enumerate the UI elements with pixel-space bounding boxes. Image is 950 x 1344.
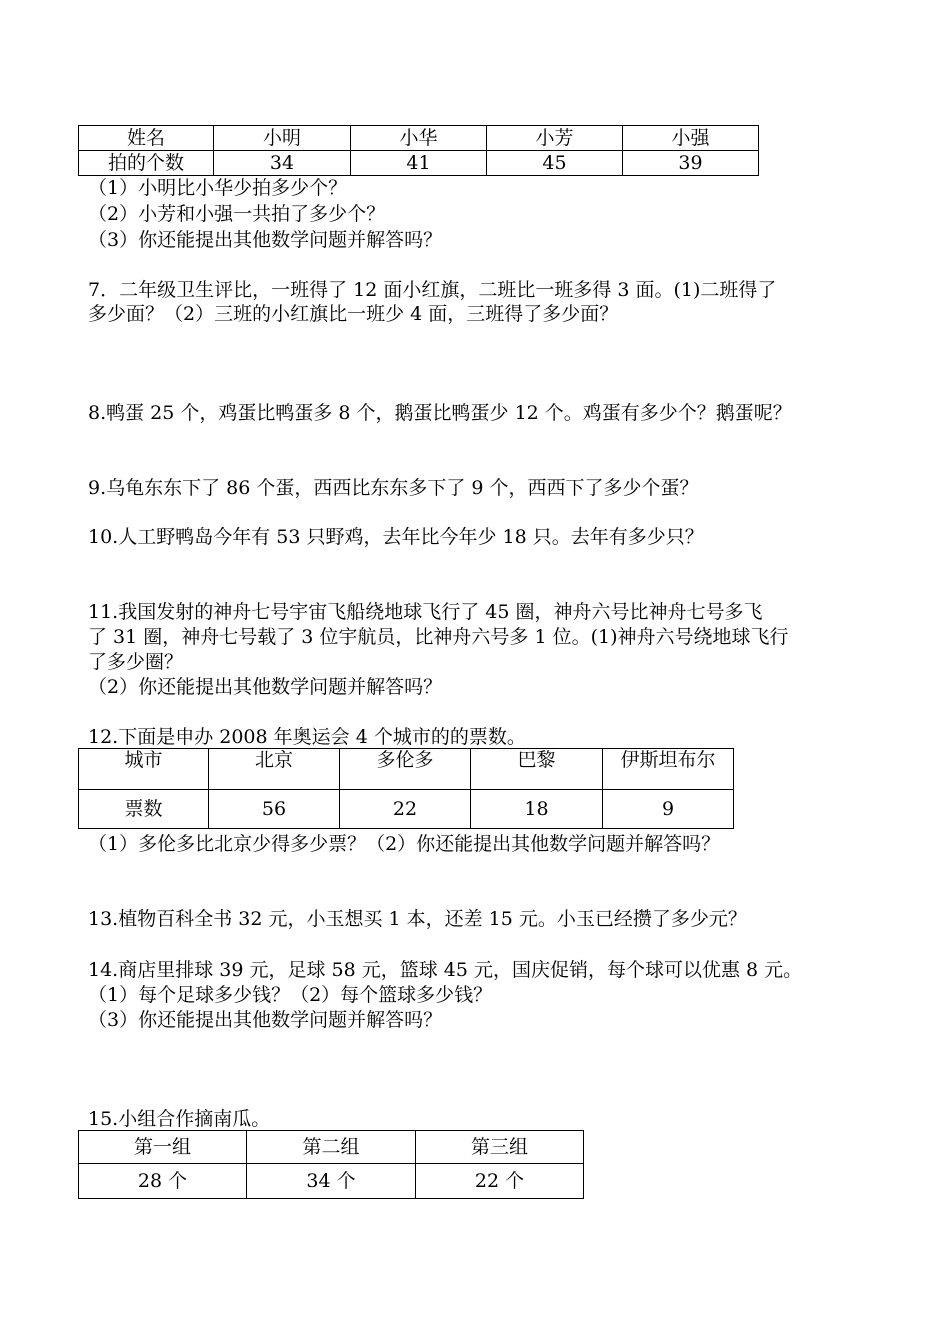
table-cell: 小芳	[487, 126, 623, 151]
table-cell: 票数	[79, 790, 209, 829]
question-9: 9.乌龟东东下了 86 个蛋，西西比东东多下了 9 个，西西下了多少个蛋？	[88, 477, 699, 499]
table-cell: 45	[487, 151, 623, 176]
table-cell: 伊斯坦布尔	[603, 749, 734, 790]
question-7-line-1: 7．二年级卫生评比，一班得了 12 面小红旗，二班比一班多得 3 面。(1)二班得了	[88, 279, 777, 301]
question-6-part-2: （2）小芳和小强一共拍了多少个？	[88, 203, 386, 225]
table-cell: 拍的个数	[79, 151, 214, 176]
city-votes-table	[78, 748, 734, 829]
table-cell: 第二组	[247, 1131, 416, 1164]
question-11-line-2: 了 31 圈，神舟七号载了 3 位宇航员，比神舟六号多 1 位。(1)神舟六号绕地球飞行	[88, 626, 789, 648]
question-14-line-1: 14.商店里排球 39 元，足球 58 元，篮球 45 元，国庆促销，每个球可以优惠 8 元。	[88, 959, 803, 981]
table-row	[79, 749, 734, 790]
table-row	[79, 790, 734, 829]
table-row	[79, 151, 759, 176]
table-cell: 城市	[79, 749, 209, 790]
question-11-line-4: （2）你还能提出其他数学问题并解答吗？	[88, 676, 443, 698]
table-cell: 34	[214, 151, 351, 176]
table-cell: 28 个	[79, 1164, 247, 1199]
table-cell: 56	[209, 790, 340, 829]
table-cell: 第一组	[79, 1131, 247, 1164]
pumpkin-table	[78, 1130, 584, 1199]
question-10: 10.人工野鸭岛今年有 53 只野鸡，去年比今年少 18 只。去年有多少只？	[88, 526, 704, 548]
question-13: 13.植物百科全书 32 元，小玉想买 1 本，还差 15 元。小玉已经攒了多少元？	[88, 908, 747, 930]
table-cell: 39	[623, 151, 759, 176]
table-row	[79, 1164, 584, 1199]
question-11-line-3: 了多少圈？	[88, 651, 184, 673]
question-6-part-3: （3）你还能提出其他数学问题并解答吗？	[88, 229, 443, 251]
table-cell: 41	[351, 151, 487, 176]
question-11-line-1: 11.我国发射的神舟七号宇宙飞船绕地球飞行了 45 圈，神舟六号比神舟七号多飞	[88, 601, 763, 623]
table-cell: 巴黎	[471, 749, 603, 790]
table-cell: 34 个	[247, 1164, 416, 1199]
score-table	[78, 125, 759, 176]
table-cell: 第三组	[416, 1131, 584, 1164]
question-14-line-3: （3）你还能提出其他数学问题并解答吗？	[88, 1009, 443, 1031]
table-row	[79, 1131, 584, 1164]
question-14-line-2: （1）每个足球多少钱？（2）每个篮球多少钱？	[88, 984, 493, 1006]
table-cell: 小强	[623, 126, 759, 151]
table-row	[79, 126, 759, 151]
table-cell: 22 个	[416, 1164, 584, 1199]
question-12-intro: 12.下面是申办 2008 年奥运会 4 个城市的的票数。	[88, 726, 526, 748]
question-6-part-1: （1）小明比小华少拍多少个？	[88, 177, 348, 199]
table-cell: 22	[340, 790, 471, 829]
question-15-intro: 15.小组合作摘南瓜。	[88, 1108, 271, 1130]
table-cell: 18	[471, 790, 603, 829]
question-7-line-2: 多少面？（2）三班的小红旗比一班少 4 面，三班得了多少面？	[88, 303, 619, 325]
question-8: 8.鸭蛋 25 个，鸡蛋比鸭蛋多 8 个，鹅蛋比鸭蛋少 12 个。鸡蛋有多少个？鹅蛋呢？	[88, 402, 792, 424]
question-12-question: （1）多伦多比北京少得多少票？（2）你还能提出其他数学问题并解答吗？	[88, 833, 721, 855]
table-cell: 小华	[351, 126, 487, 151]
table-cell: 9	[603, 790, 734, 829]
table-cell: 姓名	[79, 126, 214, 151]
table-cell: 小明	[214, 126, 351, 151]
table-cell: 北京	[209, 749, 340, 790]
table-cell: 多伦多	[340, 749, 471, 790]
